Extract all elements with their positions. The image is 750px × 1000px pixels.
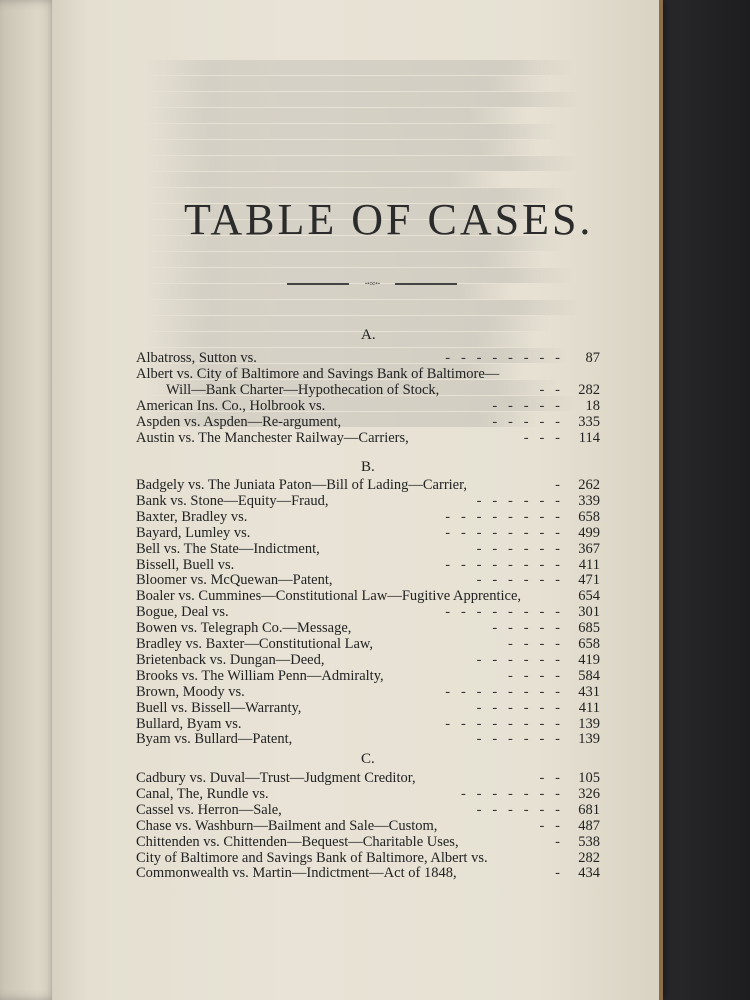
leader-dashes: - - - - - - <box>476 699 560 716</box>
case-entry <box>136 636 600 653</box>
page-number: 105 <box>578 770 600 786</box>
case-name: Will—Bank Charter—Hypothecation of Stock, <box>166 381 440 398</box>
page-number: 681 <box>578 801 600 818</box>
case-entry <box>136 588 600 605</box>
case-name: Bank vs. Stone—Equity—Fraud, <box>136 492 329 509</box>
case-entry <box>136 366 600 383</box>
case-name: American Ins. Co., Holbrook vs. <box>136 397 326 414</box>
page-number: 419 <box>578 651 600 668</box>
case-entry <box>136 572 600 589</box>
leader-dashes: - - - - - - <box>476 540 560 557</box>
case-name: Commonwealth vs. Martin—Indictment—Act of 1848, <box>136 865 457 882</box>
leader-dashes: - - - - - - <box>476 801 560 818</box>
case-entry <box>136 700 600 717</box>
page-number: 434 <box>578 865 600 882</box>
case-name: Buell vs. Bissell—Warranty, <box>136 699 302 716</box>
case-name: Brown, Moody vs. <box>136 683 245 700</box>
leader-dashes: - - - - - - - <box>460 785 560 802</box>
page-number: 658 <box>578 508 600 525</box>
page-number: 18 <box>585 397 600 414</box>
section-letter: A. <box>361 327 376 343</box>
leader-dashes: - - - - - - - - <box>445 604 560 621</box>
case-name: Cadbury vs. Duval—Trust—Judgment Creditor, <box>136 770 416 786</box>
leader-dashes: - <box>555 477 560 493</box>
page-number: 658 <box>578 636 600 652</box>
case-entry <box>136 620 600 637</box>
case-name: Bloomer vs. McQuewan—Patent, <box>136 572 333 589</box>
case-entry <box>136 604 600 621</box>
case-name: Bogue, Deal vs. <box>136 604 229 621</box>
page-number: 326 <box>578 785 600 802</box>
case-entry <box>136 668 600 685</box>
page-number: 335 <box>578 413 600 430</box>
case-entry <box>136 398 600 415</box>
page-number: 339 <box>578 492 600 509</box>
case-name: Badgely vs. The Juniata Paton—Bill of Lading—Carrier, <box>136 477 467 493</box>
case-entry <box>136 834 600 851</box>
leader-dashes: - - <box>539 817 560 834</box>
leader-dashes: - - - - - <box>492 620 560 637</box>
case-name: Boaler vs. Cummines—Constitutional Law—Fugitive Apprentice, <box>136 588 522 605</box>
case-entry <box>136 786 600 803</box>
page-number: 487 <box>578 817 600 834</box>
case-entry <box>136 477 600 494</box>
leader-dashes: - - - - - - <box>476 651 560 668</box>
leader-dashes: - - <box>539 381 560 398</box>
case-name: Bissell, Buell vs. <box>136 556 235 573</box>
case-entry <box>136 818 600 835</box>
page-number: 685 <box>578 620 600 637</box>
leader-dashes: - - - - - - - - <box>445 683 560 700</box>
page-number: 114 <box>578 429 600 446</box>
case-name: Chittenden vs. Chittenden—Bequest—Charitable Uses, <box>136 833 459 850</box>
case-entry <box>136 350 600 367</box>
case-entry <box>136 414 600 431</box>
case-name: Bullard, Byam vs. <box>136 715 242 732</box>
page-number: 282 <box>578 381 600 398</box>
case-name: City of Baltimore and Savings Bank of Baltimore, Albert vs. <box>136 849 488 866</box>
leader-dashes: - - - - - <box>492 397 560 414</box>
case-entry <box>136 382 600 399</box>
case-name: Albatross, Sutton vs. <box>136 350 257 366</box>
case-entry <box>136 557 600 574</box>
case-entry <box>136 850 600 867</box>
case-name: Baxter, Bradley vs. <box>136 508 248 525</box>
page-number: 654 <box>578 588 600 605</box>
leader-dashes: - - - - - - - - <box>445 556 560 573</box>
page-number: 431 <box>578 683 600 700</box>
leader-dashes: - <box>555 865 560 882</box>
page-number: 367 <box>578 540 600 557</box>
leader-dashes: - - - - - - - - <box>445 508 560 525</box>
case-name: Bayard, Lumley vs. <box>136 524 251 541</box>
page-number: 87 <box>585 350 600 366</box>
page-number: 411 <box>578 556 600 573</box>
page-number: 282 <box>578 849 600 866</box>
case-entry <box>136 509 600 526</box>
case-name: Brooks vs. The William Penn—Admiralty, <box>136 667 384 684</box>
case-entry <box>136 865 600 882</box>
page-number: 139 <box>578 715 600 732</box>
case-name: Cassel vs. Herron—Sale, <box>136 801 282 818</box>
page-number: 538 <box>578 833 600 850</box>
case-entry <box>136 493 600 510</box>
page-number: 584 <box>578 667 600 684</box>
page-title: TABLE OF CASES. <box>184 195 594 244</box>
leader-dashes: - - - - - - <box>476 572 560 589</box>
leader-dashes: - - - - - <box>492 413 560 430</box>
case-entry <box>136 430 600 447</box>
case-name: Aspden vs. Aspden—Re-argument, <box>136 413 342 430</box>
leader-dashes: - - - - - - <box>476 731 560 748</box>
section-letter: C. <box>361 751 375 767</box>
case-entry <box>136 802 600 819</box>
case-name: Chase vs. Washburn—Bailment and Sale—Custom, <box>136 817 438 834</box>
leader-dashes: - - - <box>523 429 560 446</box>
leader-dashes: - - - - <box>508 667 560 684</box>
leader-dashes: - - - - <box>508 636 560 652</box>
leader-dashes: - <box>555 833 560 850</box>
case-name: Bell vs. The State—Indictment, <box>136 540 320 557</box>
case-name: Bradley vs. Baxter—Constitutional Law, <box>136 636 374 652</box>
case-entry <box>136 684 600 701</box>
page-number: 139 <box>578 731 600 748</box>
ornament-glyph: ∙⋅◦◦⋅∙ <box>364 278 380 290</box>
case-name: Brietenback vs. Dungan—Deed, <box>136 651 325 668</box>
leader-dashes: - - - - - - - - <box>445 350 560 366</box>
case-name: Bowen vs. Telegraph Co.—Message, <box>136 620 352 637</box>
case-name: Byam vs. Bullard—Patent, <box>136 731 293 748</box>
case-entry <box>136 652 600 669</box>
case-entry <box>136 525 600 542</box>
case-name: Austin vs. The Manchester Railway—Carriers, <box>136 429 409 446</box>
page-number: 262 <box>578 477 600 493</box>
page-number: 301 <box>578 604 600 621</box>
leader-dashes: - - - - - - - - <box>445 524 560 541</box>
case-entry <box>136 770 600 787</box>
case-entry <box>136 716 600 733</box>
section-letter: B. <box>361 459 375 475</box>
leader-dashes: - - - - - - - - <box>445 715 560 732</box>
case-entry <box>136 541 600 558</box>
case-entry <box>136 731 600 748</box>
page-number: 499 <box>578 524 600 541</box>
page-number: 411 <box>578 699 600 716</box>
case-name: Canal, The, Rundle vs. <box>136 785 269 802</box>
leader-dashes: - - <box>539 770 560 786</box>
case-name: Albert vs. City of Baltimore and Savings Bank of Baltimore— <box>136 365 500 382</box>
leader-dashes: - - - - - - <box>476 492 560 509</box>
page-number: 471 <box>578 572 600 589</box>
